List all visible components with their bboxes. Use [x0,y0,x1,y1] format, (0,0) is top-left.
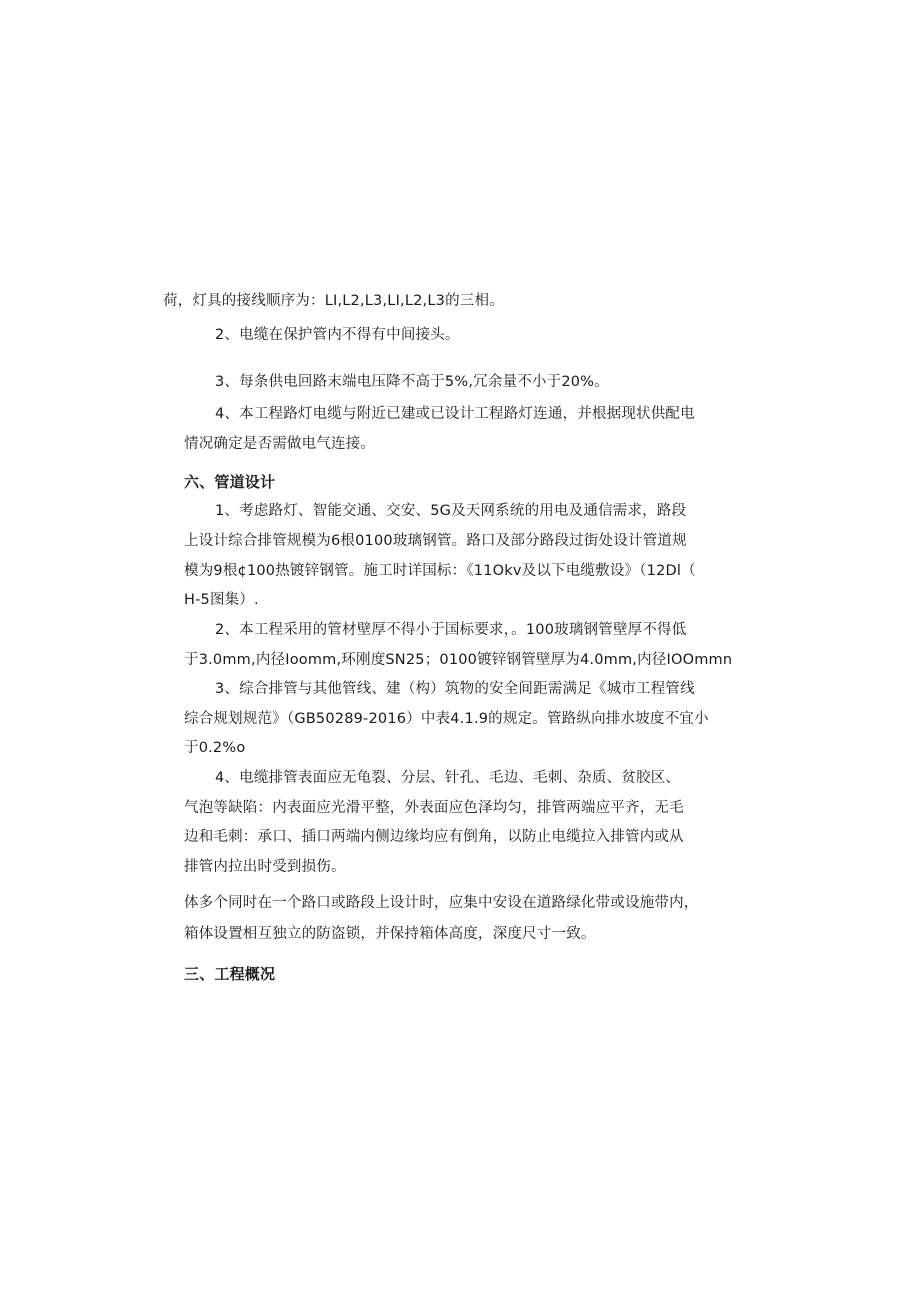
paragraph-line: 气泡等缺陷：内表面应光滑平整，外表面应色泽均匀，排管两端应平齐，无毛 [184,800,684,816]
paragraph-line: H-5图集）. [184,592,259,608]
paragraph-line: 综合规划规范》（GB50289-2016）中表4.1.9的规定。管路纵向排水坡度不宜小 [184,711,709,727]
paragraph-line: 模为9根¢100热镀锌钢管。施工时详国标：《11Okv及以下电缆敷设》（12Dl（ [184,563,696,579]
paragraph-line: 2、本工程采用的管材壁厚不得小于国标要求，。100玻璃钢管壁厚不得低 [215,622,687,638]
paragraph-line: 上设计综合排管规模为6根0100玻璃钢管。路口及部分路段过街处设计管道规 [184,533,687,549]
paragraph-line: 排管内拉出时受到损伤。 [184,859,346,875]
paragraph-line: 边和毛刺：承口、插口两端内侧边缘均应有倒角，以防止电缆拉入排管内或从 [184,829,684,845]
section-heading: 六、管道设计 [184,473,276,491]
paragraph-line: 于3.0mm,内径Ioomm,环刚度SN25；0100镀锌钢管壁厚为4.0mm,内径IOOmmn [184,652,733,668]
section-heading: 三、工程概况 [184,965,276,983]
paragraph-line: 于0.2%o [184,740,246,756]
paragraph-line: 1、考虑路灯、智能交通、交安、5G及天网系统的用电及通信需求，路段 [215,503,687,519]
paragraph-line: 情况确定是否需做电气连接。 [184,436,376,452]
paragraph-line: 3、每条供电回路末端电压降不高于5%,冗余量不小于20%。 [215,374,609,390]
paragraph-line: 4、本工程路灯电缆与附近已建或已设计工程路灯连通，并根据现状供配电 [215,406,695,422]
paragraph-line: 荷，灯具的接线顺序为：LI,L2,L3,LI,L2,L3的三相。 [163,293,504,309]
paragraph-line: 体多个同时在一个路口或路段上设计时，应集中安设在道路绿化带或设施带内， [184,895,699,911]
paragraph-line: 2、电缆在保护管内不得有中间接头。 [215,327,460,343]
paragraph-line: 箱体设置相互独立的防盗锁，并保持箱体高度，深度尺寸一致。 [184,926,596,942]
paragraph-line: 4、电缆排管表面应无龟裂、分层、针孔、毛边、毛刺、杂质、贫胶区、 [215,770,681,786]
paragraph-line: 3、综合排管与其他管线、建（构）筑物的安全间距需满足《城市工程管线 [215,681,695,697]
